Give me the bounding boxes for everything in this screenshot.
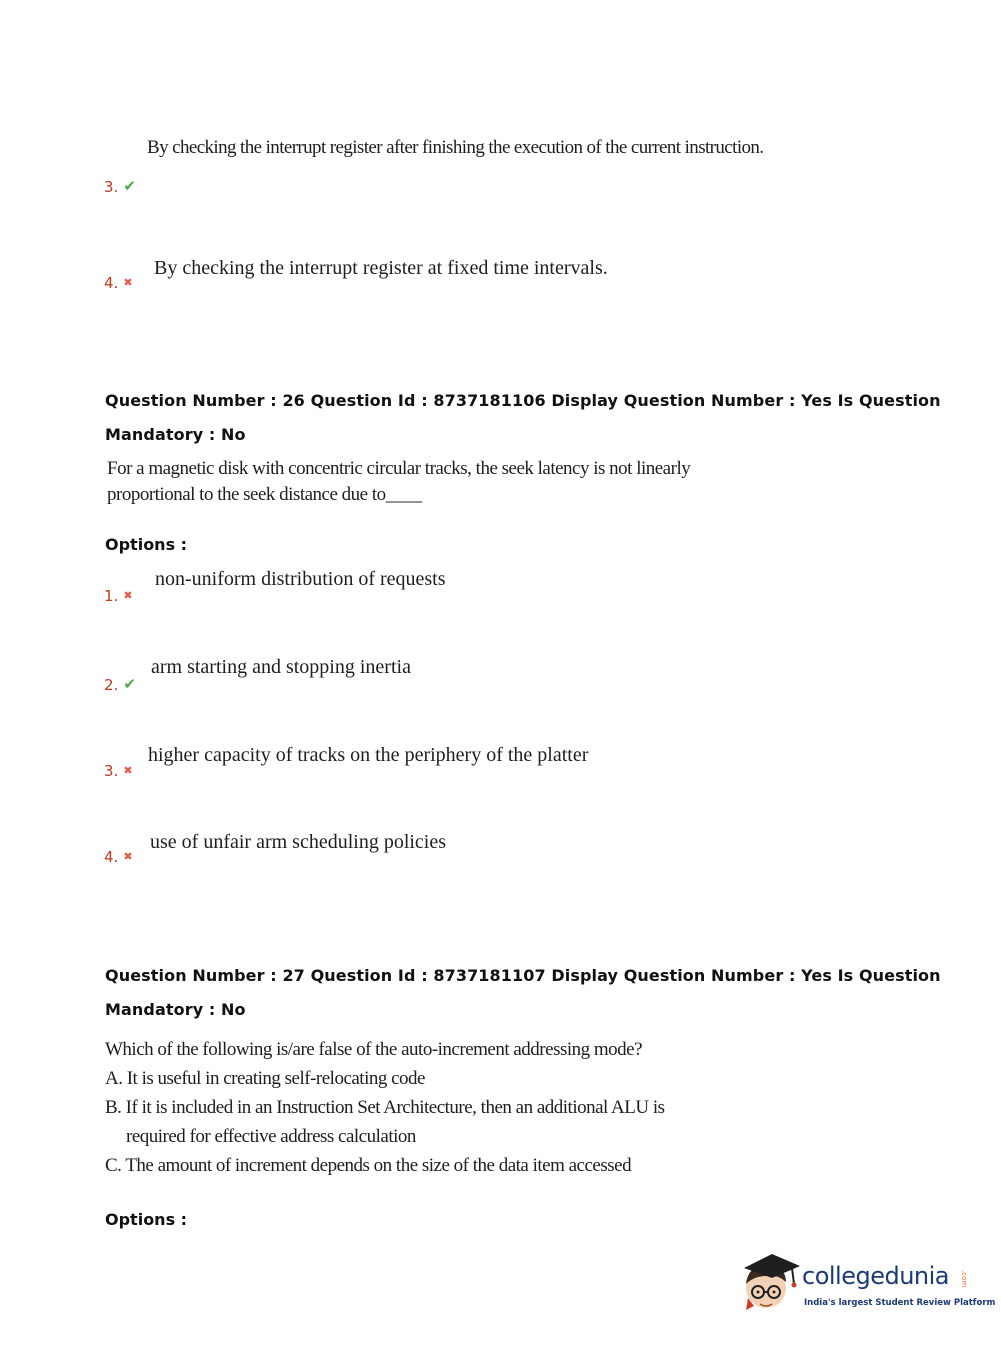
option-label bbox=[104, 675, 136, 694]
option-number: 3. bbox=[104, 762, 119, 780]
stem-line: required for effective address calculation bbox=[126, 1126, 416, 1147]
option-label bbox=[104, 587, 133, 605]
option-text: By checking the interrupt register after finishing the execution of the current instruction. bbox=[147, 137, 764, 158]
option-number: 1. bbox=[104, 587, 119, 605]
option-label bbox=[104, 177, 136, 196]
stem-line: A. It is useful in creating self-relocating code bbox=[105, 1068, 425, 1089]
stem-line: B. If it is included in an Instruction Set Architecture, then an additional ALU is bbox=[105, 1097, 665, 1118]
wrong-cross-icon: ✖ bbox=[123, 276, 133, 289]
correct-check-icon: ✔ bbox=[123, 675, 136, 693]
option-text: arm starting and stopping inertia bbox=[151, 656, 411, 678]
wrong-cross-icon: ✖ bbox=[123, 589, 133, 602]
correct-check-icon: ✔ bbox=[123, 177, 136, 195]
option-text: use of unfair arm scheduling policies bbox=[150, 831, 447, 853]
wrong-cross-icon: ✖ bbox=[123, 764, 133, 777]
question-header: Question Number : 27 Question Id : 8737181107 Display Question Number : Yes Is Question bbox=[105, 966, 941, 985]
wrong-cross-icon: ✖ bbox=[123, 850, 133, 863]
logo-wordmark: collegedunia bbox=[802, 1262, 950, 1290]
option-number: 4. bbox=[104, 848, 119, 866]
stem-line: For a magnetic disk with concentric circular tracks, the seek latency is not linearly bbox=[107, 458, 691, 479]
option-number: 3. bbox=[104, 178, 119, 196]
option-text: non-uniform distribution of requests bbox=[155, 568, 446, 590]
mascot-icon bbox=[742, 1248, 804, 1318]
question-stem bbox=[107, 456, 690, 508]
collegedunia-logo bbox=[742, 1248, 996, 1318]
question-stem bbox=[105, 1035, 665, 1180]
stem-line: Which of the following is/are false of the auto-increment addressing mode? bbox=[105, 1039, 643, 1060]
option-label bbox=[104, 762, 133, 780]
question-header: Question Number : 26 Question Id : 8737181106 Display Question Number : Yes Is Question bbox=[105, 391, 941, 410]
option-number: 4. bbox=[104, 274, 119, 292]
options-heading: Options : bbox=[105, 535, 188, 554]
option-text: higher capacity of tracks on the periphery of the platter bbox=[148, 744, 589, 766]
logo-tagline: India's largest Student Review Platform bbox=[804, 1298, 996, 1308]
option-label bbox=[104, 274, 133, 292]
options-heading: Options : bbox=[105, 1210, 188, 1229]
option-text: By checking the interrupt register at fixed time intervals. bbox=[154, 257, 608, 279]
question-header-mandatory: Mandatory : No bbox=[105, 425, 246, 444]
option-label bbox=[104, 848, 133, 866]
stem-line: proportional to the seek distance due to____ bbox=[107, 484, 422, 505]
question-header-mandatory: Mandatory : No bbox=[105, 1000, 246, 1019]
stem-line: C. The amount of increment depends on the size of the data item accessed bbox=[105, 1155, 632, 1176]
logo-suffix: .com bbox=[960, 1270, 968, 1288]
option-number: 2. bbox=[104, 676, 119, 694]
